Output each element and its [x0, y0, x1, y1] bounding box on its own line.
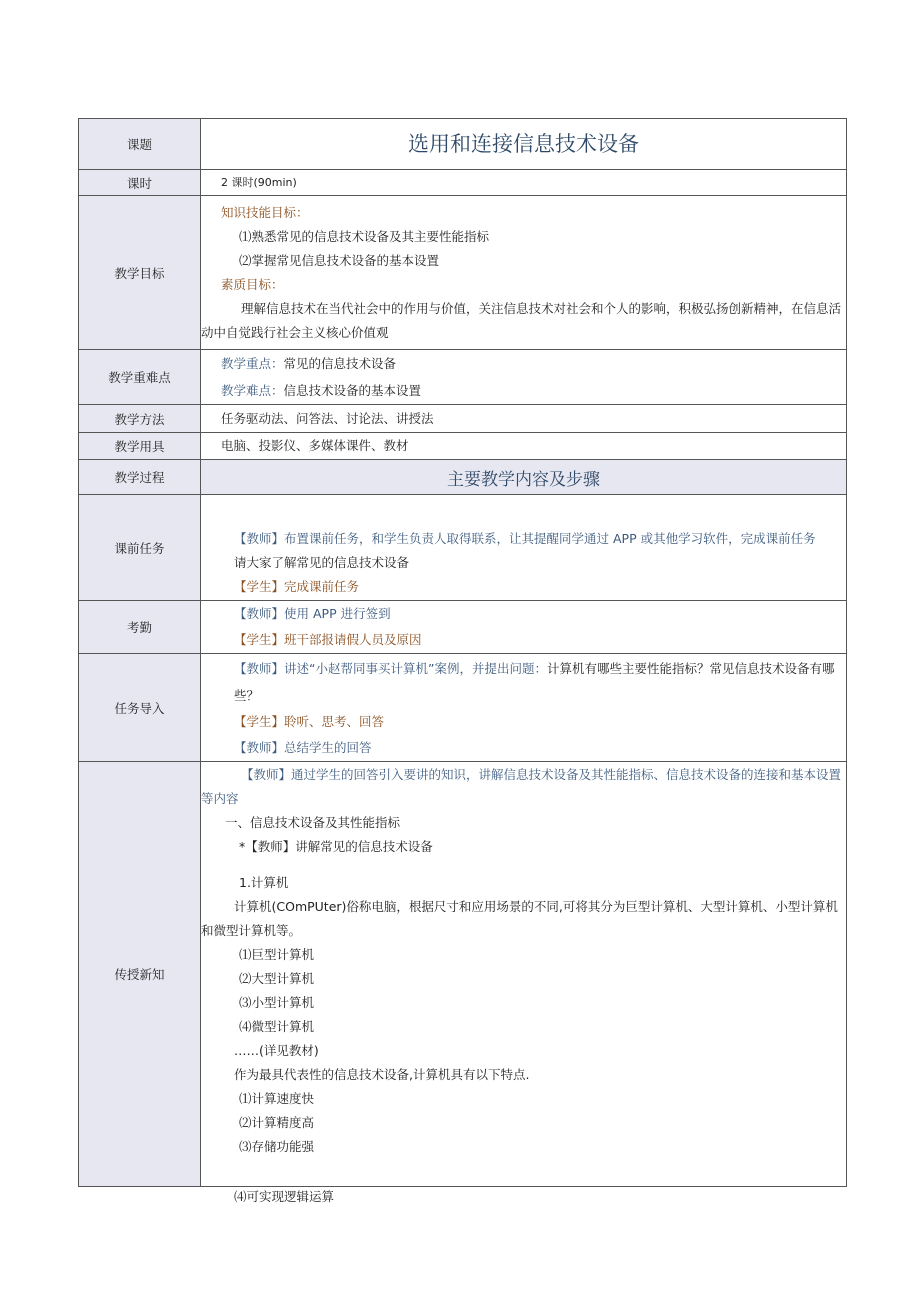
row-teaching [79, 762, 847, 1187]
label-intro: 任务导入 [79, 654, 201, 762]
label-teaching: 传授新知 [79, 762, 201, 1187]
label-goals: 教学目标 [79, 196, 201, 350]
pre-task-teacher: 【教师】布置课前任务，和学生负责人取得联系，让其提醒同学通过 APP 或其他学习软件，完成课前任务 [234, 531, 816, 546]
feature-item: ⑵计算精度高 [239, 1115, 315, 1130]
bullet-teacher: *【教师】讲解常见的信息技术设备 [239, 839, 433, 854]
row-tools [79, 433, 847, 460]
etc-note: ……(详见教材) [234, 1043, 319, 1058]
row-intro [79, 654, 847, 762]
row-topic [79, 119, 847, 170]
lesson-plan-table [78, 118, 847, 1187]
row-hours [79, 170, 847, 196]
method-value: 任务驱动法、问答法、讨论法、讲授法 [221, 410, 434, 426]
label-topic: 课题 [79, 119, 201, 170]
tools-value: 电脑、投影仪、多媒体课件、教材 [221, 438, 409, 453]
intro-teacher-text: 讲述“小赵帮同事买计算机”案例，并提出问题： [284, 660, 547, 676]
label-attendance: 考勤 [79, 601, 201, 654]
type-item: ⑶小型计算机 [239, 995, 315, 1010]
goal-item: ⑴熟悉常见的信息技术设备及其主要性能指标 [239, 228, 490, 244]
intro-teacher-tag: 【教师】 [234, 660, 285, 676]
intro-teacher-summary: 【教师】总结学生的回答 [234, 739, 372, 755]
intro-student: 【学生】聆听、思考、回答 [234, 713, 385, 729]
key-text: 常见的信息技术设备 [283, 356, 397, 371]
feature-item: ⑴计算速度快 [239, 1091, 315, 1106]
overflow-line: ⑷可实现逻辑运算 [234, 1189, 335, 1204]
label-keypoints: 教学重难点 [79, 350, 201, 405]
difficulty-label: 教学难点： [221, 383, 284, 398]
quality-text: 理解信息技术在当代社会中的作用与价值，关注信息技术对社会和个人的影响，积极弘扬创新精神，在信息活动中自觉践行社会主义核心价值观 [201, 300, 842, 340]
pre-task-student: 【学生】完成课前任务 [234, 579, 360, 594]
goal-item: ⑵掌握常见信息技术设备的基本设置 [239, 252, 440, 268]
row-attendance [79, 601, 847, 654]
type-item: ⑷微型计算机 [239, 1019, 315, 1034]
attendance-student: 【学生】班干部报请假人员及原因 [234, 632, 422, 647]
label-hours: 课时 [79, 170, 201, 196]
row-goals [79, 196, 847, 350]
attendance-teacher: 【教师】使用 APP 进行签到 [234, 606, 391, 621]
knowledge-heading: 知识技能目标： [221, 204, 309, 220]
difficulty-text: 信息技术设备的基本设置 [283, 383, 422, 398]
process-header-row [79, 460, 847, 495]
row-pre-task [79, 495, 847, 601]
computer-description: 计算机(COmPUter)俗称电脑，根据尺寸和应用场景的不同,可将其分为巨型计算机、大型计算机、小型计算机和微型计算机等。 [201, 899, 838, 938]
subsection-computer: 1.计算机 [239, 875, 289, 890]
quality-heading: 素质目标： [221, 276, 284, 292]
intro-question: 计算机有哪些主要性能指标？常见信息技术设备有哪些？ [234, 660, 835, 703]
row-method [79, 405, 847, 433]
process-header-left: 教学过程 [79, 460, 201, 495]
row-keypoints [79, 350, 847, 405]
key-label: 教学重点： [221, 356, 284, 371]
process-header-right: 主要教学内容及步骤 [201, 460, 847, 495]
label-pre-task: 课前任务 [79, 495, 201, 601]
type-item: ⑴巨型计算机 [239, 947, 315, 962]
label-method: 教学方法 [79, 405, 201, 433]
pre-task-line2: 请大家了解常见的信息技术设备 [234, 555, 410, 570]
hours-value: 2 课时(90min) [221, 175, 297, 189]
type-item: ⑵大型计算机 [239, 971, 315, 986]
feature-item: ⑶存储功能强 [239, 1139, 315, 1154]
features-intro: 作为最具代表性的信息技术设备,计算机具有以下特点. [234, 1067, 530, 1082]
teaching-intro: 【教师】通过学生的回答引入要讲的知识，讲解信息技术设备及其性能指标、信息技术设备的连接和基本设置等内容 [201, 767, 842, 806]
label-tools: 教学用具 [79, 433, 201, 460]
section-heading: 一、信息技术设备及其性能指标 [225, 815, 401, 830]
page-title: 选用和连接信息技术设备 [408, 132, 639, 156]
